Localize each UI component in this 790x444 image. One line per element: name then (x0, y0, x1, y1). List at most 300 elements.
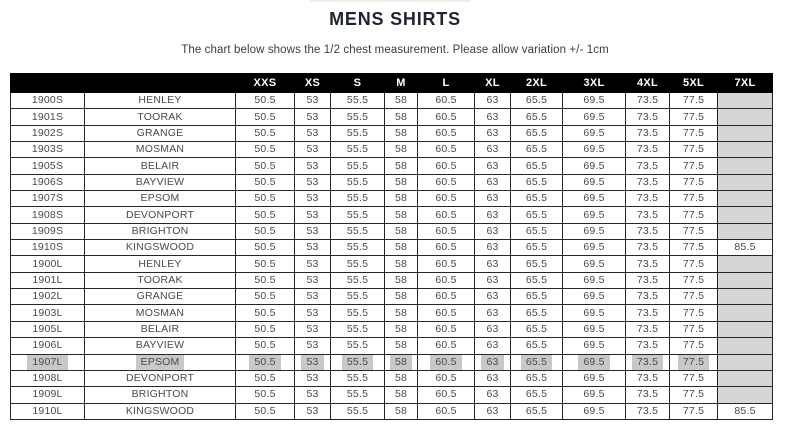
table-header-row (11, 74, 773, 93)
size-value-cell (236, 125, 295, 141)
cell-text: 77.5 (678, 355, 709, 370)
size-value-cell (331, 272, 385, 288)
size-value-cell (563, 289, 626, 305)
size-value-cell (718, 207, 773, 223)
cell-text: 77.5 (682, 339, 705, 352)
header-size-4xl: 4XL (626, 74, 670, 93)
product-name-cell (85, 174, 236, 190)
page-subtitle: The chart below shows the 1/2 chest measurement. Please allow variation +/- 1cm (181, 44, 609, 56)
table-row (11, 207, 773, 223)
cell-text: 63 (486, 404, 499, 417)
product-name-cell (85, 403, 236, 419)
size-value-cell (563, 93, 626, 109)
size-value-cell (718, 305, 773, 321)
table-row (11, 321, 773, 337)
product-code-cell (11, 191, 85, 207)
cell-text: 50.5 (254, 290, 276, 303)
cell-text: 63 (486, 290, 499, 303)
size-value-cell (475, 272, 511, 288)
cell-text: 65.5 (525, 404, 548, 417)
cell-text: 55.5 (342, 355, 373, 370)
size-value-cell (385, 321, 418, 337)
size-value-cell (670, 370, 718, 386)
product-code-cell (11, 403, 85, 419)
size-value-cell (511, 305, 563, 321)
size-value-cell (511, 109, 563, 125)
cell-text: 73.5 (636, 322, 659, 335)
size-value-cell (385, 109, 418, 125)
size-value-cell (511, 207, 563, 223)
size-value-cell (331, 321, 385, 337)
cell-text: 1901S (31, 110, 64, 123)
size-value-cell (670, 272, 718, 288)
product-name-cell (85, 191, 236, 207)
cell-text: 77.5 (682, 192, 705, 205)
cell-text: 58 (390, 355, 412, 370)
product-code-cell (11, 240, 85, 256)
size-value-cell (331, 158, 385, 174)
cell-text: 55.5 (346, 306, 369, 319)
size-value-cell (626, 403, 670, 419)
size-value-cell (563, 142, 626, 158)
size-value-cell (718, 354, 773, 370)
cell-text: 63 (486, 224, 499, 237)
cell-text: 55.5 (346, 143, 369, 156)
cell-text: 73.5 (636, 94, 659, 107)
cell-text: 50.5 (254, 388, 276, 401)
cell-text: 55.5 (346, 339, 369, 352)
cell-text: 58 (394, 404, 408, 417)
cell-text: 1905L (32, 322, 63, 335)
size-value-cell (718, 174, 773, 190)
size-value-cell (511, 256, 563, 272)
cell-text: 58 (394, 372, 408, 385)
size-value-cell (475, 223, 511, 239)
size-value-cell (331, 305, 385, 321)
size-value-cell (418, 403, 475, 419)
size-value-cell (563, 109, 626, 125)
size-value-cell (511, 289, 563, 305)
cell-text: 55.5 (346, 372, 369, 385)
cell-text: BAYVIEW (135, 175, 185, 188)
size-value-cell (331, 142, 385, 158)
product-name-cell (85, 158, 236, 174)
cell-text: 63 (486, 94, 499, 107)
cell-text: 60.5 (430, 355, 461, 370)
product-name-cell (85, 272, 236, 288)
cell-text: TOORAK (137, 110, 183, 123)
size-value-cell (511, 240, 563, 256)
cell-text: 65.5 (525, 322, 548, 335)
size-value-cell (385, 191, 418, 207)
size-value-cell (385, 387, 418, 403)
cell-text: KINGSWOOD (125, 241, 195, 254)
cell-text: 55.5 (346, 273, 369, 286)
cell-text: 65.5 (525, 339, 548, 352)
size-value-cell (718, 93, 773, 109)
cell-text: HENLEY (138, 257, 182, 270)
table-row (11, 223, 773, 239)
cell-text: 50.5 (254, 404, 276, 417)
product-code-cell (11, 93, 85, 109)
table-row (11, 305, 773, 321)
cell-text: 65.5 (525, 241, 548, 254)
cell-text: 55.5 (346, 388, 369, 401)
cell-text: GRANGE (136, 290, 184, 303)
size-value-cell (475, 207, 511, 223)
size-value-cell (418, 158, 475, 174)
cell-text: 60.5 (435, 372, 457, 385)
cell-text: 58 (394, 322, 408, 335)
cell-text: 50.5 (254, 273, 276, 286)
product-name-cell (85, 125, 236, 141)
cell-text: 60.5 (435, 306, 457, 319)
cell-text: 63 (486, 208, 499, 221)
cell-text: 69.5 (583, 94, 605, 107)
size-value-cell (418, 305, 475, 321)
size-value-cell (670, 289, 718, 305)
size-value-cell (626, 256, 670, 272)
cell-text: 58 (394, 159, 408, 172)
page-title: MENS SHIRTS (329, 9, 461, 29)
cell-text: 77.5 (682, 290, 705, 303)
cell-text: 63 (486, 257, 499, 270)
cell-text: 53 (306, 159, 319, 172)
cell-text: 58 (394, 126, 408, 139)
product-code-cell (11, 272, 85, 288)
cell-text: 73.5 (636, 404, 659, 417)
cell-text: 50.5 (254, 208, 276, 221)
size-value-cell (670, 256, 718, 272)
cell-text: 60.5 (435, 208, 457, 221)
cell-text: 58 (394, 94, 408, 107)
size-value-cell (718, 256, 773, 272)
size-value-cell (295, 125, 331, 141)
cell-text: 53 (306, 273, 319, 286)
cell-text: 73.5 (636, 110, 659, 123)
product-name-cell (85, 354, 236, 370)
product-code-cell (11, 305, 85, 321)
cell-text: 73.5 (636, 192, 659, 205)
cell-text: 55.5 (346, 404, 369, 417)
size-value-cell (331, 387, 385, 403)
size-value-cell (331, 125, 385, 141)
size-value-cell (475, 256, 511, 272)
cell-text: 53 (306, 175, 319, 188)
size-value-cell (418, 338, 475, 354)
cell-text: 58 (394, 224, 408, 237)
table-row (11, 289, 773, 305)
cell-text: 69.5 (583, 339, 605, 352)
cropped-content-artifact (310, 0, 470, 2)
size-value-cell (626, 207, 670, 223)
size-value-cell (236, 272, 295, 288)
cell-text: 60.5 (435, 404, 457, 417)
table-row (11, 109, 773, 125)
size-value-cell (670, 240, 718, 256)
size-value-cell (563, 125, 626, 141)
header-size-3xl: 3XL (563, 74, 626, 93)
cell-text: 77.5 (682, 143, 705, 156)
product-code-cell (11, 256, 85, 272)
cell-text: 50.5 (254, 322, 276, 335)
size-value-cell (418, 272, 475, 288)
size-value-cell (385, 289, 418, 305)
cell-text: 63 (486, 159, 499, 172)
cell-text: 77.5 (682, 208, 705, 221)
cell-text: 53 (306, 372, 319, 385)
size-value-cell (718, 387, 773, 403)
cell-text: 73.5 (636, 372, 659, 385)
size-value-cell (331, 93, 385, 109)
size-chart-body (11, 93, 773, 420)
size-value-cell (563, 223, 626, 239)
cell-text: 50.5 (254, 306, 276, 319)
cell-text: 53 (306, 257, 319, 270)
size-value-cell (295, 191, 331, 207)
size-value-cell (511, 370, 563, 386)
size-value-cell (385, 354, 418, 370)
cell-text: DEVONPORT (125, 208, 195, 221)
product-name-cell (85, 142, 236, 158)
size-value-cell (418, 370, 475, 386)
size-value-cell (236, 387, 295, 403)
size-value-cell (563, 305, 626, 321)
cell-text: 65.5 (525, 126, 548, 139)
cell-text: 55.5 (346, 94, 369, 107)
product-name-cell (85, 256, 236, 272)
product-code-cell (11, 354, 85, 370)
cell-text: DEVONPORT (125, 372, 195, 385)
cell-text: 69.5 (583, 224, 605, 237)
header-size-l: L (418, 74, 475, 93)
size-value-cell (475, 191, 511, 207)
cell-text: 69.5 (583, 143, 605, 156)
cell-text: 53 (306, 290, 319, 303)
size-value-cell (626, 158, 670, 174)
cell-text: 60.5 (435, 175, 457, 188)
cell-text: 60.5 (435, 273, 457, 286)
cell-text: 1903S (31, 143, 64, 156)
size-value-cell (626, 321, 670, 337)
cell-text: 53 (306, 192, 319, 205)
cell-text: 50.5 (254, 126, 276, 139)
size-value-cell (511, 387, 563, 403)
cell-text: 65.5 (525, 290, 548, 303)
size-value-cell (511, 93, 563, 109)
size-value-cell (718, 158, 773, 174)
header-code-column (11, 74, 85, 93)
size-value-cell (626, 240, 670, 256)
product-code-cell (11, 370, 85, 386)
cell-text: 69.5 (583, 126, 605, 139)
cell-text: 60.5 (435, 143, 457, 156)
cell-text: 77.5 (682, 110, 705, 123)
size-value-cell (718, 109, 773, 125)
cell-text: 55.5 (346, 224, 369, 237)
size-value-cell (511, 338, 563, 354)
cell-text: 63 (486, 192, 499, 205)
cell-text: 1910L (32, 404, 63, 417)
size-value-cell (511, 223, 563, 239)
cell-text: 55.5 (346, 322, 369, 335)
cell-text: 53 (306, 126, 319, 139)
header-size-7xl: 7XL (718, 74, 773, 93)
product-name-cell (85, 223, 236, 239)
cell-text: 58 (394, 257, 408, 270)
cell-text: 73.5 (636, 257, 659, 270)
cell-text: 65.5 (525, 110, 548, 123)
size-value-cell (236, 256, 295, 272)
cell-text: 50.5 (254, 143, 276, 156)
cell-text: 50.5 (254, 110, 276, 123)
size-value-cell (718, 289, 773, 305)
cell-text: 73.5 (636, 306, 659, 319)
size-value-cell (670, 387, 718, 403)
cell-text: 77.5 (682, 322, 705, 335)
cell-text: BELAIR (140, 159, 180, 172)
cell-text: 63 (486, 322, 499, 335)
size-value-cell (295, 174, 331, 190)
cell-text: 77.5 (682, 241, 705, 254)
cell-text: 69.5 (583, 192, 605, 205)
table-row (11, 387, 773, 403)
cell-text: 77.5 (682, 372, 705, 385)
cell-text: 65.5 (525, 159, 548, 172)
cell-text: 63 (486, 306, 499, 319)
cell-text: 1906S (31, 175, 64, 188)
size-value-cell (718, 240, 773, 256)
cell-text: 1902L (32, 290, 63, 303)
cell-text: 58 (394, 143, 408, 156)
cell-text: 69.5 (578, 355, 609, 370)
cell-text: 1900S (31, 94, 64, 107)
size-value-cell (418, 109, 475, 125)
cell-text: 69.5 (583, 372, 605, 385)
size-value-cell (563, 207, 626, 223)
size-value-cell (670, 305, 718, 321)
size-value-cell (295, 272, 331, 288)
size-value-cell (236, 174, 295, 190)
cell-text: 60.5 (435, 257, 457, 270)
cell-text: 60.5 (435, 94, 457, 107)
cell-text: 63 (486, 143, 499, 156)
cell-text: 53 (306, 404, 319, 417)
cell-text: 58 (394, 388, 408, 401)
size-value-cell (475, 93, 511, 109)
cell-text: 53 (306, 388, 319, 401)
size-value-cell (236, 109, 295, 125)
size-value-cell (718, 142, 773, 158)
cell-text: 53 (306, 143, 319, 156)
cell-text: 77.5 (682, 388, 705, 401)
size-value-cell (418, 256, 475, 272)
size-value-cell (563, 256, 626, 272)
cell-text: 50.5 (254, 241, 276, 254)
cell-text: 85.5 (734, 404, 756, 417)
size-value-cell (331, 174, 385, 190)
cell-text: EPSOM (140, 192, 180, 205)
size-value-cell (236, 354, 295, 370)
size-value-cell (626, 272, 670, 288)
table-row (11, 370, 773, 386)
cell-text: 63 (486, 339, 499, 352)
product-name-cell (85, 207, 236, 223)
cell-text: 53 (306, 110, 319, 123)
size-value-cell (511, 321, 563, 337)
cell-text: 69.5 (583, 404, 605, 417)
product-name-cell (85, 93, 236, 109)
size-value-cell (626, 370, 670, 386)
cell-text: 53 (306, 94, 319, 107)
size-value-cell (418, 223, 475, 239)
cell-text: 60.5 (435, 159, 457, 172)
size-value-cell (331, 207, 385, 223)
size-value-cell (670, 93, 718, 109)
size-value-cell (385, 223, 418, 239)
size-value-cell (331, 289, 385, 305)
cell-text: 73.5 (636, 290, 659, 303)
size-value-cell (563, 354, 626, 370)
cell-text: 50.5 (254, 257, 276, 270)
cell-text: 55.5 (346, 290, 369, 303)
cell-text: 73.5 (636, 126, 659, 139)
cell-text: 55.5 (346, 126, 369, 139)
size-value-cell (670, 321, 718, 337)
size-value-cell (475, 370, 511, 386)
size-value-cell (718, 191, 773, 207)
cell-text: 65.5 (525, 273, 548, 286)
cell-text: 50.5 (254, 175, 276, 188)
header-size-m: M (385, 74, 418, 93)
size-value-cell (563, 240, 626, 256)
cell-text: 77.5 (682, 159, 705, 172)
size-value-cell (295, 403, 331, 419)
cell-text: 73.5 (636, 273, 659, 286)
size-value-cell (385, 93, 418, 109)
cell-text: 69.5 (583, 110, 605, 123)
table-row (11, 93, 773, 109)
size-value-cell (626, 174, 670, 190)
cell-text: 65.5 (525, 257, 548, 270)
size-value-cell (626, 125, 670, 141)
product-code-cell (11, 158, 85, 174)
cell-text: 58 (394, 273, 408, 286)
cell-text: 65.5 (525, 208, 548, 221)
product-code-cell (11, 142, 85, 158)
cell-text: 60.5 (435, 224, 457, 237)
cell-text: 73.5 (636, 339, 659, 352)
cell-text: 65.5 (525, 388, 548, 401)
cell-text: TOORAK (137, 273, 183, 286)
size-chart-table (10, 73, 773, 420)
product-name-cell (85, 370, 236, 386)
size-value-cell (236, 142, 295, 158)
size-value-cell (563, 387, 626, 403)
cell-text: 63 (486, 273, 499, 286)
size-value-cell (475, 158, 511, 174)
product-name-cell (85, 289, 236, 305)
table-row (11, 125, 773, 141)
cell-text: 53 (306, 322, 319, 335)
cell-text: 69.5 (583, 241, 605, 254)
size-value-cell (626, 289, 670, 305)
cell-text: 1907S (31, 192, 64, 205)
cell-text: 60.5 (435, 339, 457, 352)
cell-text: 69.5 (583, 175, 605, 188)
table-row (11, 174, 773, 190)
cell-text: MOSMAN (135, 306, 185, 319)
